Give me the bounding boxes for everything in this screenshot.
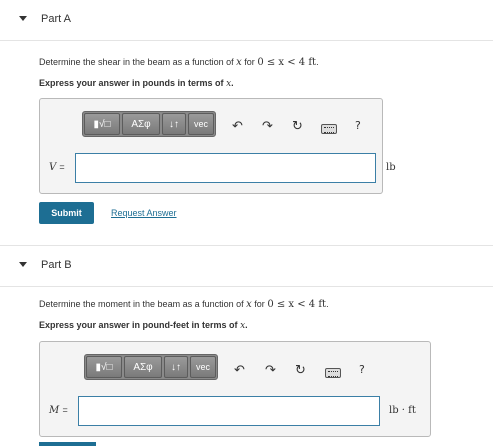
part-a-prompt: Determine the shear in the beam as a function of x for 0 ≤ x < 4 ft.: [39, 57, 319, 68]
part-a-variable-label: V =: [49, 162, 65, 173]
part-b-instructions: Express your answer in pound-feet in terms of x.: [39, 320, 248, 331]
reset-icon[interactable]: ↻: [295, 363, 306, 378]
part-b-unit: lb · ft: [389, 405, 416, 416]
templates-button[interactable]: ▮√□: [86, 356, 122, 378]
redo-icon[interactable]: ↷: [262, 119, 273, 134]
request-answer-link[interactable]: Request Answer: [111, 208, 177, 218]
submit-button[interactable]: Submit: [39, 202, 94, 224]
templates-button[interactable]: ▮√□: [84, 113, 120, 135]
keyboard-icon[interactable]: [321, 124, 337, 134]
reset-icon[interactable]: ↻: [292, 119, 303, 134]
arrows-button[interactable]: ↓↑: [164, 356, 188, 378]
part-b-header[interactable]: [0, 245, 493, 287]
greek-symbols-button[interactable]: ΑΣφ: [122, 113, 160, 135]
collapse-caret-icon[interactable]: [19, 16, 27, 21]
part-a-math-toolbar: [82, 111, 216, 137]
undo-icon[interactable]: ↶: [234, 363, 245, 378]
part-b-title: Part B: [41, 259, 72, 271]
part-a-header[interactable]: [0, 0, 493, 41]
part-a-unit: lb: [386, 162, 396, 173]
collapse-caret-icon[interactable]: [19, 262, 27, 267]
part-b-variable-label: M =: [49, 405, 68, 416]
part-a-instructions: Express your answer in pounds in terms of x.: [39, 78, 234, 89]
help-icon[interactable]: ?: [355, 119, 361, 132]
keyboard-icon[interactable]: [325, 368, 341, 378]
arrows-button[interactable]: ↓↑: [162, 113, 186, 135]
part-b-math-toolbar: [84, 354, 218, 380]
help-icon[interactable]: ?: [359, 363, 365, 376]
vector-button[interactable]: vec: [188, 113, 214, 135]
part-b-answer-input[interactable]: [78, 396, 380, 426]
part-a-answer-input[interactable]: [75, 153, 376, 183]
greek-symbols-button[interactable]: ΑΣφ: [124, 356, 162, 378]
vector-button[interactable]: vec: [190, 356, 216, 378]
part-b-submit-button-edge[interactable]: [39, 442, 96, 446]
part-a-title: Part A: [41, 13, 71, 25]
part-b-prompt: Determine the moment in the beam as a function of x for 0 ≤ x < 4 ft.: [39, 299, 329, 310]
undo-icon[interactable]: ↶: [232, 119, 243, 134]
redo-icon[interactable]: ↷: [265, 363, 276, 378]
